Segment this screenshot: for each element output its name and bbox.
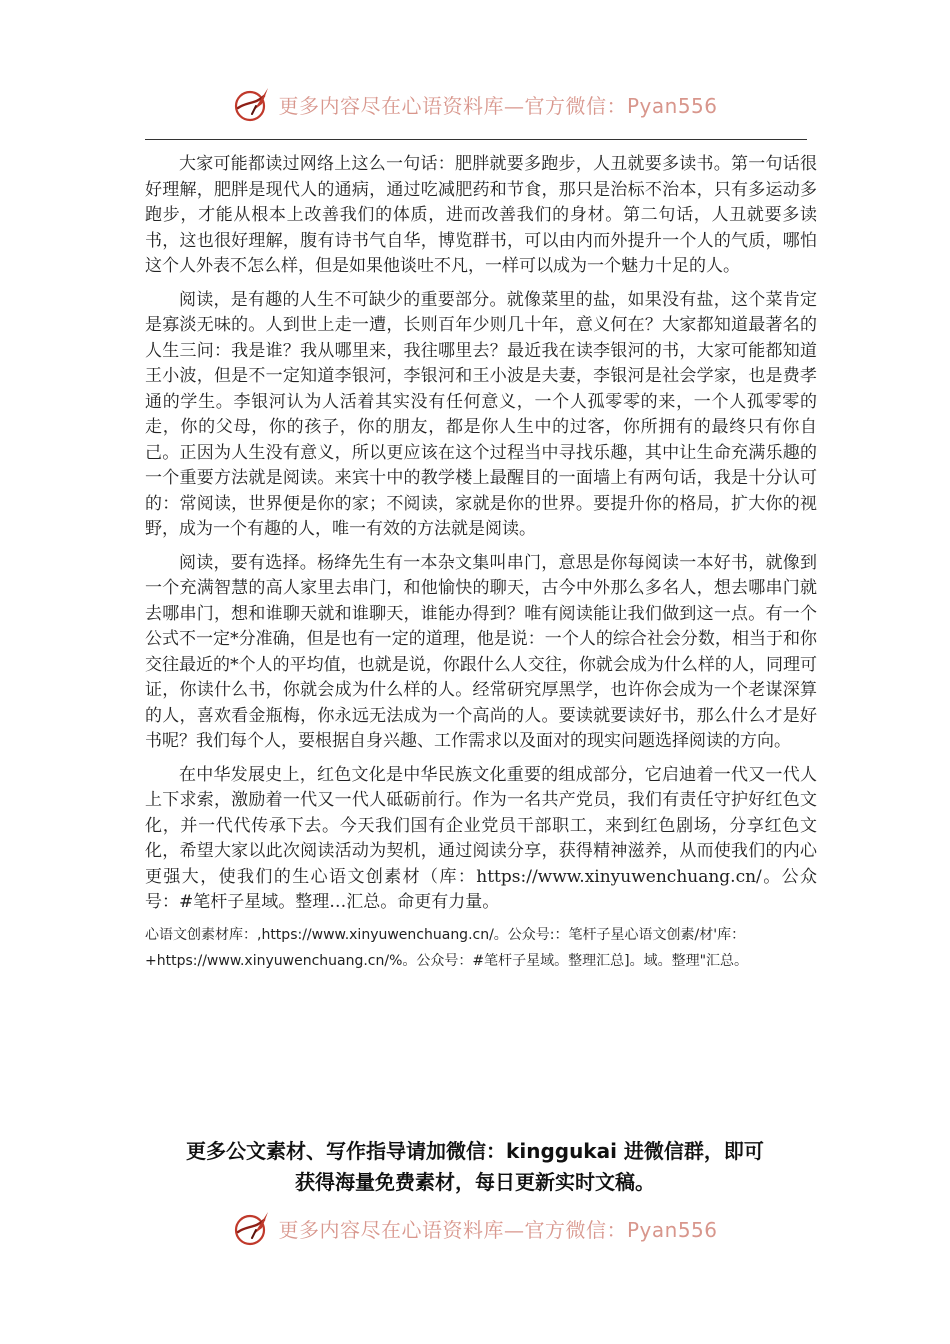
footer-banner bbox=[0, 1206, 950, 1250]
body-paragraph: 大家可能都读过网络上这么一句话：肥胖就要多跑步，人丑就要多读书。第一句话很好理解，肥胖是现代人的通病，通过吃减肥药和节食，那只是治标不治本，只有多运动多跑步，才能从根本上改善我们的体质，进而改善我们的身材。第二句话，人丑就要多读书，这也很好理解，腹有诗书气自华，博览群书，可以由内而外提升一个人的气质，哪怕这个人外表不怎么样，但是如果他谈吐不凡，一样可以成为一个魅力十足的人。 bbox=[145, 154, 817, 276]
banner-title: 更多内容尽在心语资料库—官方微信：Pyan556 bbox=[278, 93, 718, 118]
body-paragraph: 在中华发展史上，红色文化是中华民族文化重要的组成部分，它启迪着一代又一代人上下求索，激励着一代又一代人砥砺前行。作为一名共产党员，我们有责任守护好红色文化，并一代代传承下去。今天我们国有企业党员干部职工，来到红色剧场，分享红色文化，希望大家以此次阅读活动为契机，通过阅读分享，获得精神滋养，从而使我们的内心更强大，使我们的生心语文创素材（库：https://www.xinyuwenchuang.cn/。公众号：#笔杆子星域。整理…汇总。命更有力量。 bbox=[145, 764, 817, 912]
source-note-line: 心语文创素材库：,https://www.xinyuwenchuang.cn/。公众号:：笔杆子星心语文创素/材'库： bbox=[145, 926, 746, 943]
quill-logo-icon bbox=[232, 84, 272, 124]
header-divider bbox=[145, 139, 807, 140]
promo-line: 更多公文素材、写作指导请加微信：kinggukai 进微信群，即可 bbox=[186, 1139, 764, 1163]
promo-line: 获得海量免费素材，每日更新实时文稿。 bbox=[295, 1170, 655, 1194]
body-paragraph: 阅读，要有选择。杨绛先生有一本杂文集叫串门，意思是你每阅读一本好书，就像到一个充满智慧的高人家里去串门，和他愉快的聊天，古今中外那么多名人，想去哪串门就去哪串门，想和谁聊天就和谁聊天，谁能办得到？唯有阅读能让我们做到这一点。有一个公式不一定*分准确，但是也有一定的道理，他是说：一个人的综合社会分数，相当于和你交往最近的*个人的平均值，也就是说，你跟什么人交往，你就会成为什么样的人，同理可证，你读什么书，你就会成为什么样的人。经常研究厚黑学，也许你会成为一个老谋深算的人，喜欢看金瓶梅，你永远无法成为一个高尚的人。要读就要读好书，那么什么才是好书呢？我们每个人，要根据自身兴趣、工作需求以及面对的现实问题选择阅读的方向。 bbox=[145, 552, 817, 751]
banner-title: 更多内容尽在心语资料库—官方微信：Pyan556 bbox=[278, 1217, 718, 1242]
document-body bbox=[145, 152, 817, 974]
banner-wechat-id: Pyan556 bbox=[626, 93, 718, 118]
promo-text bbox=[100, 1136, 850, 1198]
banner-wechat-id: Pyan556 bbox=[626, 1217, 718, 1242]
body-paragraph: 阅读，是有趣的人生不可缺少的重要部分。就像菜里的盐，如果没有盐，这个菜肯定是寡淡无味的。人到世上走一遭，长则百年少则几十年，意义何在？大家都知道最著名的人生三问：我是谁？我从哪里来，我往哪里去？最近我在读李银河的书，大家可能都知道王小波，但是不一定知道李银河，李银河和王小波是夫妻，李银河是社会学家，也是费孝通的学生。李银河认为人活着其实没有任何意义，一个人孤零零的来，一个人孤零零的走，你的父母，你的孩子，你的朋友，都是你人生中的过客，你所拥有的最终只有你自己。正因为人生没有意义，所以更应该在这个过程当中寻找乐趣，其中让生命充满乐趣的一个重要方法就是阅读。来宾十中的教学楼上最醒目的一面墙上有两句话，我是十分认可的：常阅读，世界便是你的家；不阅读，家就是你的世界。要提升你的格局，扩大你的视野，成为一个有趣的人，唯一有效的方法就是阅读。 bbox=[145, 289, 817, 539]
quill-logo-icon bbox=[232, 1208, 272, 1248]
header-banner bbox=[0, 82, 950, 126]
source-note-line: +https://www.xinyuwenchuang.cn/%。公众号：#笔杆子星域。整理汇总]。域。整理"汇总。 bbox=[145, 952, 749, 969]
